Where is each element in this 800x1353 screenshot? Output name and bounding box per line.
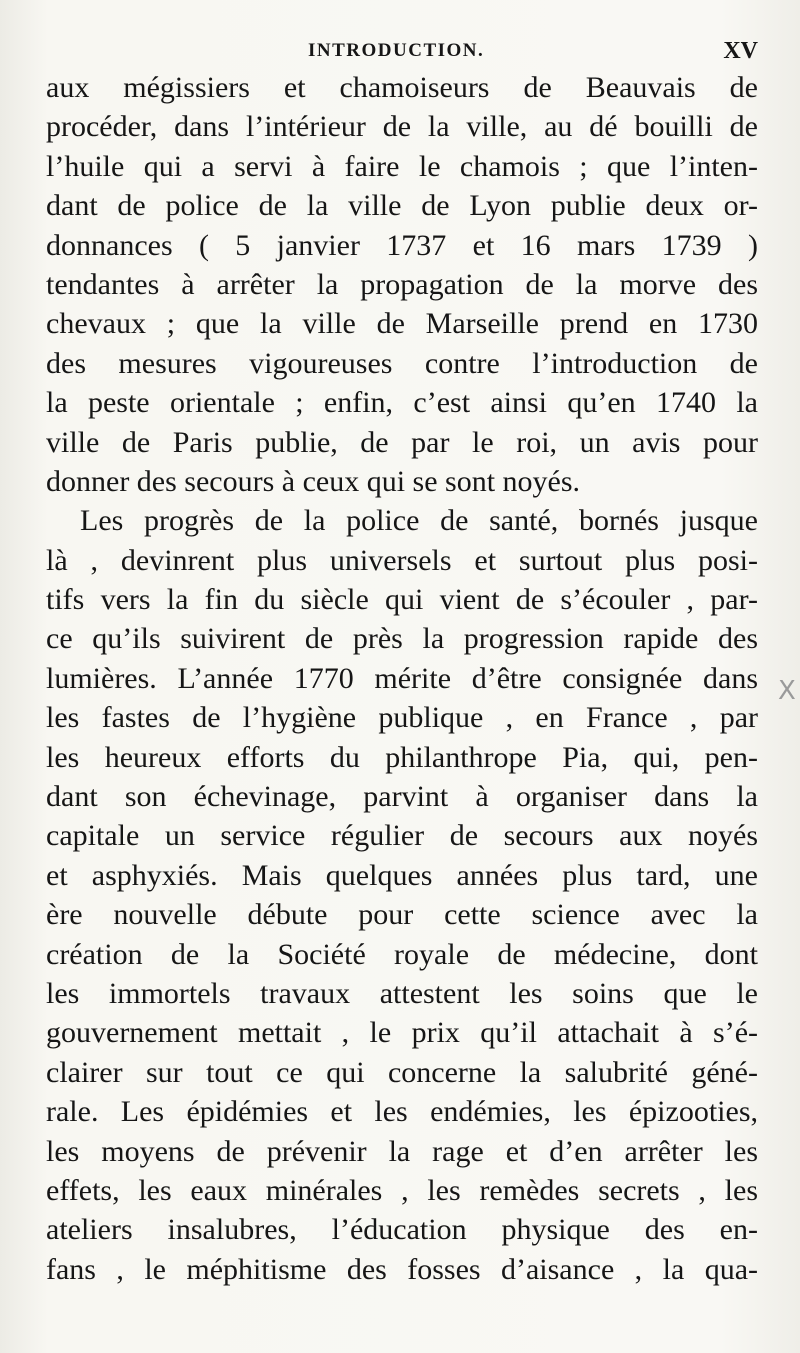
text-line: l’huile qui a servi à faire le chamois ; que l’inten- [46, 149, 758, 183]
text-line: là , devinrent plus universels et surtout plus posi- [46, 543, 758, 577]
running-title: INTRODUCTION. [308, 40, 485, 61]
text-line: les heureux efforts du philanthrope Pia, qui, pen- [46, 740, 758, 774]
text-line: tendantes à arrêter la propagation de la morve des [46, 267, 758, 301]
page-header [46, 34, 758, 68]
text-line: les immortels travaux attestent les soins que le [46, 976, 758, 1010]
text-line: la peste orientale ; enfin, c’est ainsi qu’en 1740 la [46, 386, 758, 420]
margin-mark: X [778, 676, 796, 706]
text-line: ateliers insalubres, l’éducation physique des en- [46, 1213, 758, 1247]
text-line: donner des secours à ceux qui se sont noyés. [46, 464, 581, 498]
text-line: capitale un service régulier de secours aux noyés [46, 819, 758, 853]
text-line: les moyens de prévenir la rage et d’en arrêter les [46, 1134, 758, 1168]
text-line: ère nouvelle débute pour cette science avec la [46, 898, 758, 932]
text-line: lumières. L’année 1770 mérite d’être consignée dans [46, 661, 758, 695]
text-line: les fastes de l’hygiène publique , en France , par [46, 701, 758, 735]
text-line: fans , le méphitisme des fosses d’aisance , la qua- [46, 1252, 758, 1286]
text-line: et asphyxiés. Mais quelques années plus tard, une [46, 858, 758, 892]
text-line: des mesures vigoureuses contre l’introduction de [46, 346, 758, 380]
text-line: chevaux ; que la ville de Marseille prend en 1730 [46, 307, 758, 341]
text-line: tifs vers la fin du siècle qui vient de s’écouler , par- [46, 583, 758, 617]
text-line: procéder, dans l’intérieur de la ville, au dé bouilli de [46, 110, 758, 144]
page-number: XV [723, 38, 758, 64]
text-line: ce qu’ils suivirent de près la progression rapide des [46, 622, 758, 656]
text-line: création de la Société royale de médecine, dont [46, 937, 758, 971]
text-line: rale. Les épidémies et les endémies, les épizooties, [46, 1095, 758, 1129]
text-line: donnances ( 5 janvier 1737 et 16 mars 1739 ) [46, 228, 758, 262]
paragraph-start-line: Les progrès de la police de santé, bornés jusque [80, 504, 758, 538]
text-line: ville de Paris publie, de par le roi, un avis pour [46, 425, 758, 459]
text-line: aux mégissiers et chamoiseurs de Beauvais de [46, 71, 758, 104]
text-line: clairer sur tout ce qui concerne la salubrité géné- [46, 1055, 758, 1089]
text-line: effets, les eaux minérales , les remèdes secrets , les [46, 1173, 758, 1207]
body-text [46, 68, 758, 1289]
text-line: dant son échevinage, parvint à organiser dans la [46, 780, 758, 814]
text-line: dant de police de la ville de Lyon publie deux or- [46, 189, 758, 223]
text-line: gouvernement mettait , le prix qu’il attachait à s’é- [46, 1016, 758, 1050]
